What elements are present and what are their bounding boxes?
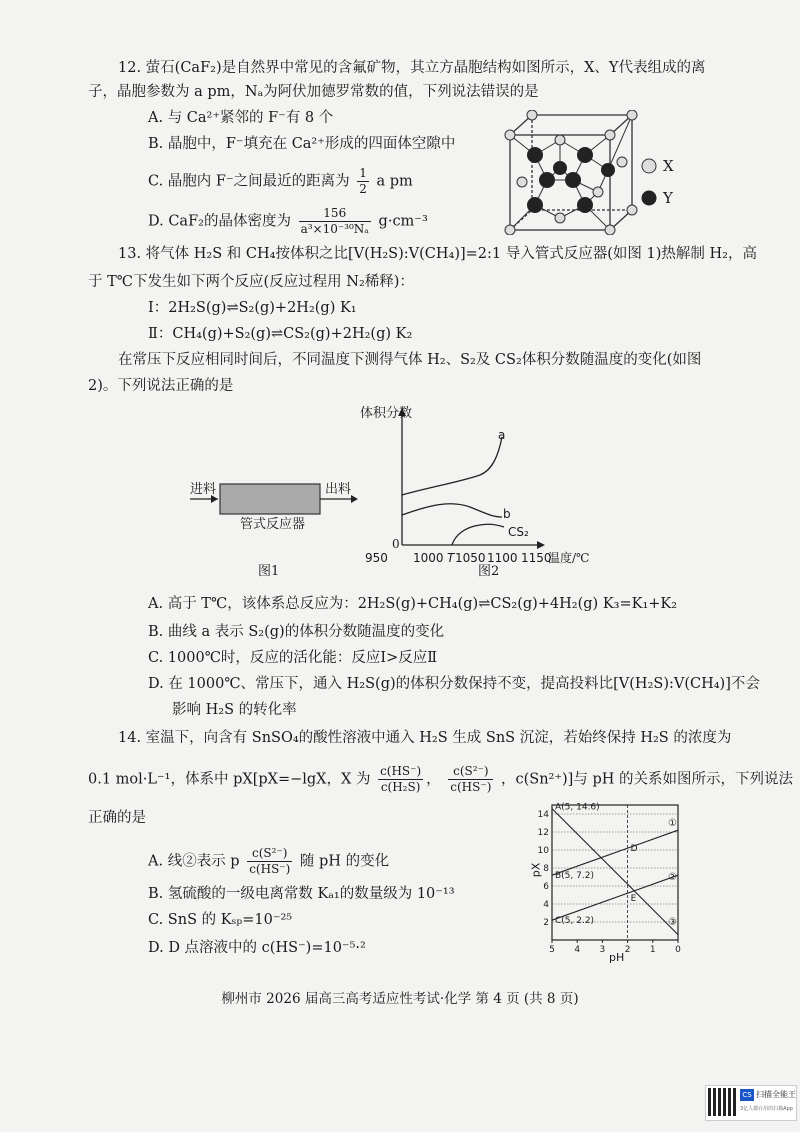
q12-option-c-fraction: [357, 166, 369, 197]
q12-option-c-text: C. 晶胞内 F⁻之间最近的距离为: [148, 173, 350, 190]
q14-option-a-fraction: [247, 846, 292, 877]
figure-2-volume-fraction-chart: [380, 405, 590, 555]
q14-px-ph-chart: [525, 800, 690, 960]
frac-num: 1: [359, 166, 367, 180]
frac-den: 2: [359, 182, 367, 196]
q13-reaction-1: Ⅰ：2H₂S(g)⇌S₂(g)+2H₂(g) K₁: [148, 300, 357, 316]
q12-stem-line1: 12. 萤石(CaF₂)是自然界中常见的含氟矿物，其立方晶胞结构如图所示，X、Y代表组成的离: [118, 60, 706, 76]
point-label-e: E: [630, 894, 637, 905]
fig2-xlabel: 温度/℃: [548, 551, 590, 565]
q12-stem-line2: 子，晶胞参数为 a pm，Nₐ为阿伏加德罗常数的值，下列说法错误的是: [88, 84, 539, 100]
y-tick-label: 2: [543, 918, 549, 928]
q14-chart-xlabel: pH: [609, 951, 625, 964]
frac-den: c(H₂S): [380, 780, 421, 794]
q13-option-d-line1: D. 在 1000℃、常压下，通入 H₂S(g)的体积分数保持不变，提高投料比[V(H₂S):V(CH₄)]不会: [148, 676, 760, 692]
y-tick-label: 14: [537, 810, 549, 820]
q13-option-c: C. 1000℃时，反应的活化能：反应Ⅰ>反应Ⅱ: [148, 650, 438, 666]
q14-option-a: [148, 846, 389, 877]
series-label-1: ①: [668, 818, 677, 829]
curve-b: [402, 504, 502, 517]
qr-code-icon: [708, 1088, 736, 1116]
q12-option-c-unit: a pm: [376, 173, 413, 190]
curve-cs2: [452, 524, 504, 545]
q13-option-d-line2: 影响 H₂S 的转化率: [172, 702, 297, 718]
series-label-2: ②: [668, 872, 677, 883]
q14-stem-line1: 14. 室温下，向含有 SnSO₄的酸性溶液中通入 H₂S 生成 SnS 沉淀，若始终保持 H₂S 的浓度为: [118, 730, 732, 746]
fig2-curve-cs2-label: CS₂: [508, 525, 529, 539]
q14-option-a-text: A. 线②表示 p: [148, 853, 240, 870]
q14-option-d: D. D 点溶液中的 c(HS⁻)=10⁻⁵·²: [148, 940, 366, 956]
frac-num: c(S²⁻): [247, 846, 292, 862]
q14-fraction-1: [378, 764, 423, 795]
frac-num: c(HS⁻): [380, 764, 422, 778]
q12-option-c: [148, 166, 413, 197]
point-label-b: B(5, 7.2): [555, 871, 594, 882]
frac-num: c(S²⁻): [448, 764, 493, 780]
fig1-outlet-label: 出料: [325, 482, 352, 497]
q14-fraction-2: [448, 764, 493, 795]
y-tick-label: 4: [543, 900, 549, 910]
q13-stem-line1: 13. 将气体 H₂S 和 CH₄按体积之比[V(H₂S):V(CH₄)]=2:1 导入管式反应器(如图 1)热解制 H₂，高: [118, 246, 757, 262]
legend-x-marker: [642, 159, 656, 173]
fig2-curve-b-label: b: [503, 507, 511, 521]
point-label-d: D: [630, 844, 638, 855]
q14-option-c: C. SnS 的 Kₛₚ=10⁻²⁵: [148, 912, 293, 928]
q13-stem-line2: 于 T℃下发生如下两个反应(反应过程用 N₂稀释)：: [88, 274, 414, 290]
legend-x-label: X: [663, 157, 674, 175]
reactor-tube: [220, 484, 320, 514]
q13-option-b: B. 曲线 a 表示 S₂(g)的体积分数随温度的变化: [148, 624, 445, 640]
q12-option-a: A. 与 Ca²⁺紧邻的 F⁻有 8 个: [148, 110, 334, 126]
fig1-caption: 图1: [258, 564, 280, 579]
q14-stem-text: 0.1 mol·L⁻¹，体系中 pX[pX=−lgX，X 为: [88, 771, 371, 788]
x-tick-label: 3: [599, 945, 606, 955]
x-tick-label: 5: [549, 945, 555, 955]
scanner-badge: [705, 1085, 797, 1121]
y-tick-label: 8: [543, 864, 549, 874]
series-label-3: ③: [668, 917, 677, 928]
q12-option-d-fraction: [299, 206, 371, 237]
page-footer: 柳州市 2026 届高三高考适应性考试·化学 第 4 页 (共 8 页): [221, 991, 579, 1007]
x-tick-label: 4: [574, 945, 581, 955]
q14-stem-line3: 正确的是: [88, 810, 146, 826]
fig2-origin: 0: [392, 537, 400, 551]
legend-y-marker: [642, 191, 657, 206]
q12-option-d-unit: g·cm⁻³: [378, 213, 428, 230]
frac-num: 156: [299, 206, 371, 222]
curve-a: [402, 437, 502, 495]
q14-stem-line2: 0.1 mol·L⁻¹，体系中 pX[pX=−lgX，X 为 $\frac{c(HS^-)}{\text{c(H₂S)}}$ ， $\frac{\text{c(S²⁻)}}{c(HS^-)}$ ，c(Sn²⁺)]与 pH 的关系如图所示，下列说法: [88, 764, 793, 794]
frac-den: c(HS⁻): [450, 780, 492, 794]
legend-y-label: Y: [663, 189, 673, 207]
q14-option-b: B. 氢硫酸的一级电离常数 Kₐ₁的数量级为 10⁻¹³: [148, 886, 455, 902]
q14-option-a-tail: 随 pH 的变化: [299, 853, 390, 870]
q13-reaction-2: Ⅱ：CH₄(g)+S₂(g)⇌CS₂(g)+2H₂(g) K₂: [148, 326, 413, 342]
y-tick-label: 10: [537, 846, 549, 856]
frac-den: c(HS⁻): [249, 862, 291, 876]
frac-den: a³×10⁻³⁰Nₐ: [300, 222, 369, 236]
cs-logo-icon: CS: [740, 1089, 754, 1101]
fig1-inlet-label: 进料: [190, 482, 217, 497]
fig2-curve-a-label: a: [498, 428, 506, 442]
x-tick-label: 2: [624, 945, 631, 955]
legend-markers: [640, 156, 660, 212]
q13-stem-line3: 在常压下反应相同时间后，不同温度下测得气体 H₂、S₂及 CS₂体积分数随温度的变化(如图: [118, 352, 702, 368]
y-tick-label: 6: [543, 882, 549, 892]
fig1-reactor-label: 管式反应器: [240, 517, 306, 532]
q13-stem-line4: 2)。下列说法正确的是: [88, 378, 234, 394]
fig2-xtick: 1150: [521, 551, 552, 565]
q14-chart-ylabel: pX: [529, 862, 543, 878]
q13-option-a: A. 高于 T℃，该体系总反应为：2H₂S(g)+CH₄(g)⇌CS₂(g)+4H₂(g) K₃=K₁+K₂: [148, 596, 678, 612]
x-tick-label: 0: [675, 945, 681, 955]
fig2-ylabel: 体积分数: [360, 406, 413, 421]
fig2-xtick: T: [447, 551, 455, 565]
x-tick-label: 1: [649, 945, 656, 955]
line-2: [552, 875, 678, 920]
fig2-xtick: 950: [365, 551, 388, 565]
point-label-c: C(5, 2.2): [555, 916, 595, 927]
fig2-xtick: 1000: [413, 551, 444, 565]
fig2-caption: 图2: [478, 564, 500, 579]
q14-stem-text-end: ，c(Sn²⁺)]与 pH 的关系如图所示，下列说法: [501, 771, 793, 788]
q12-option-d-text: D. CaF₂的晶体密度为: [148, 213, 291, 230]
line-1: [552, 830, 678, 875]
q12-option-d: [148, 206, 428, 237]
fig2-xtick: 1100: [487, 551, 518, 565]
crystal-cell-figure: [500, 110, 690, 235]
badge-subtitle: 3亿人都在用的扫描App: [740, 1106, 793, 1112]
y-tick-label: 12: [537, 828, 549, 838]
fig2-xtick: 1050: [455, 551, 486, 565]
point-label-a: A(5, 14.6): [555, 802, 600, 813]
q12-option-b: B. 晶胞中，F⁻填充在 Ca²⁺形成的四面体空隙中: [148, 136, 456, 152]
badge-title: 扫描全能王: [756, 1090, 796, 1099]
